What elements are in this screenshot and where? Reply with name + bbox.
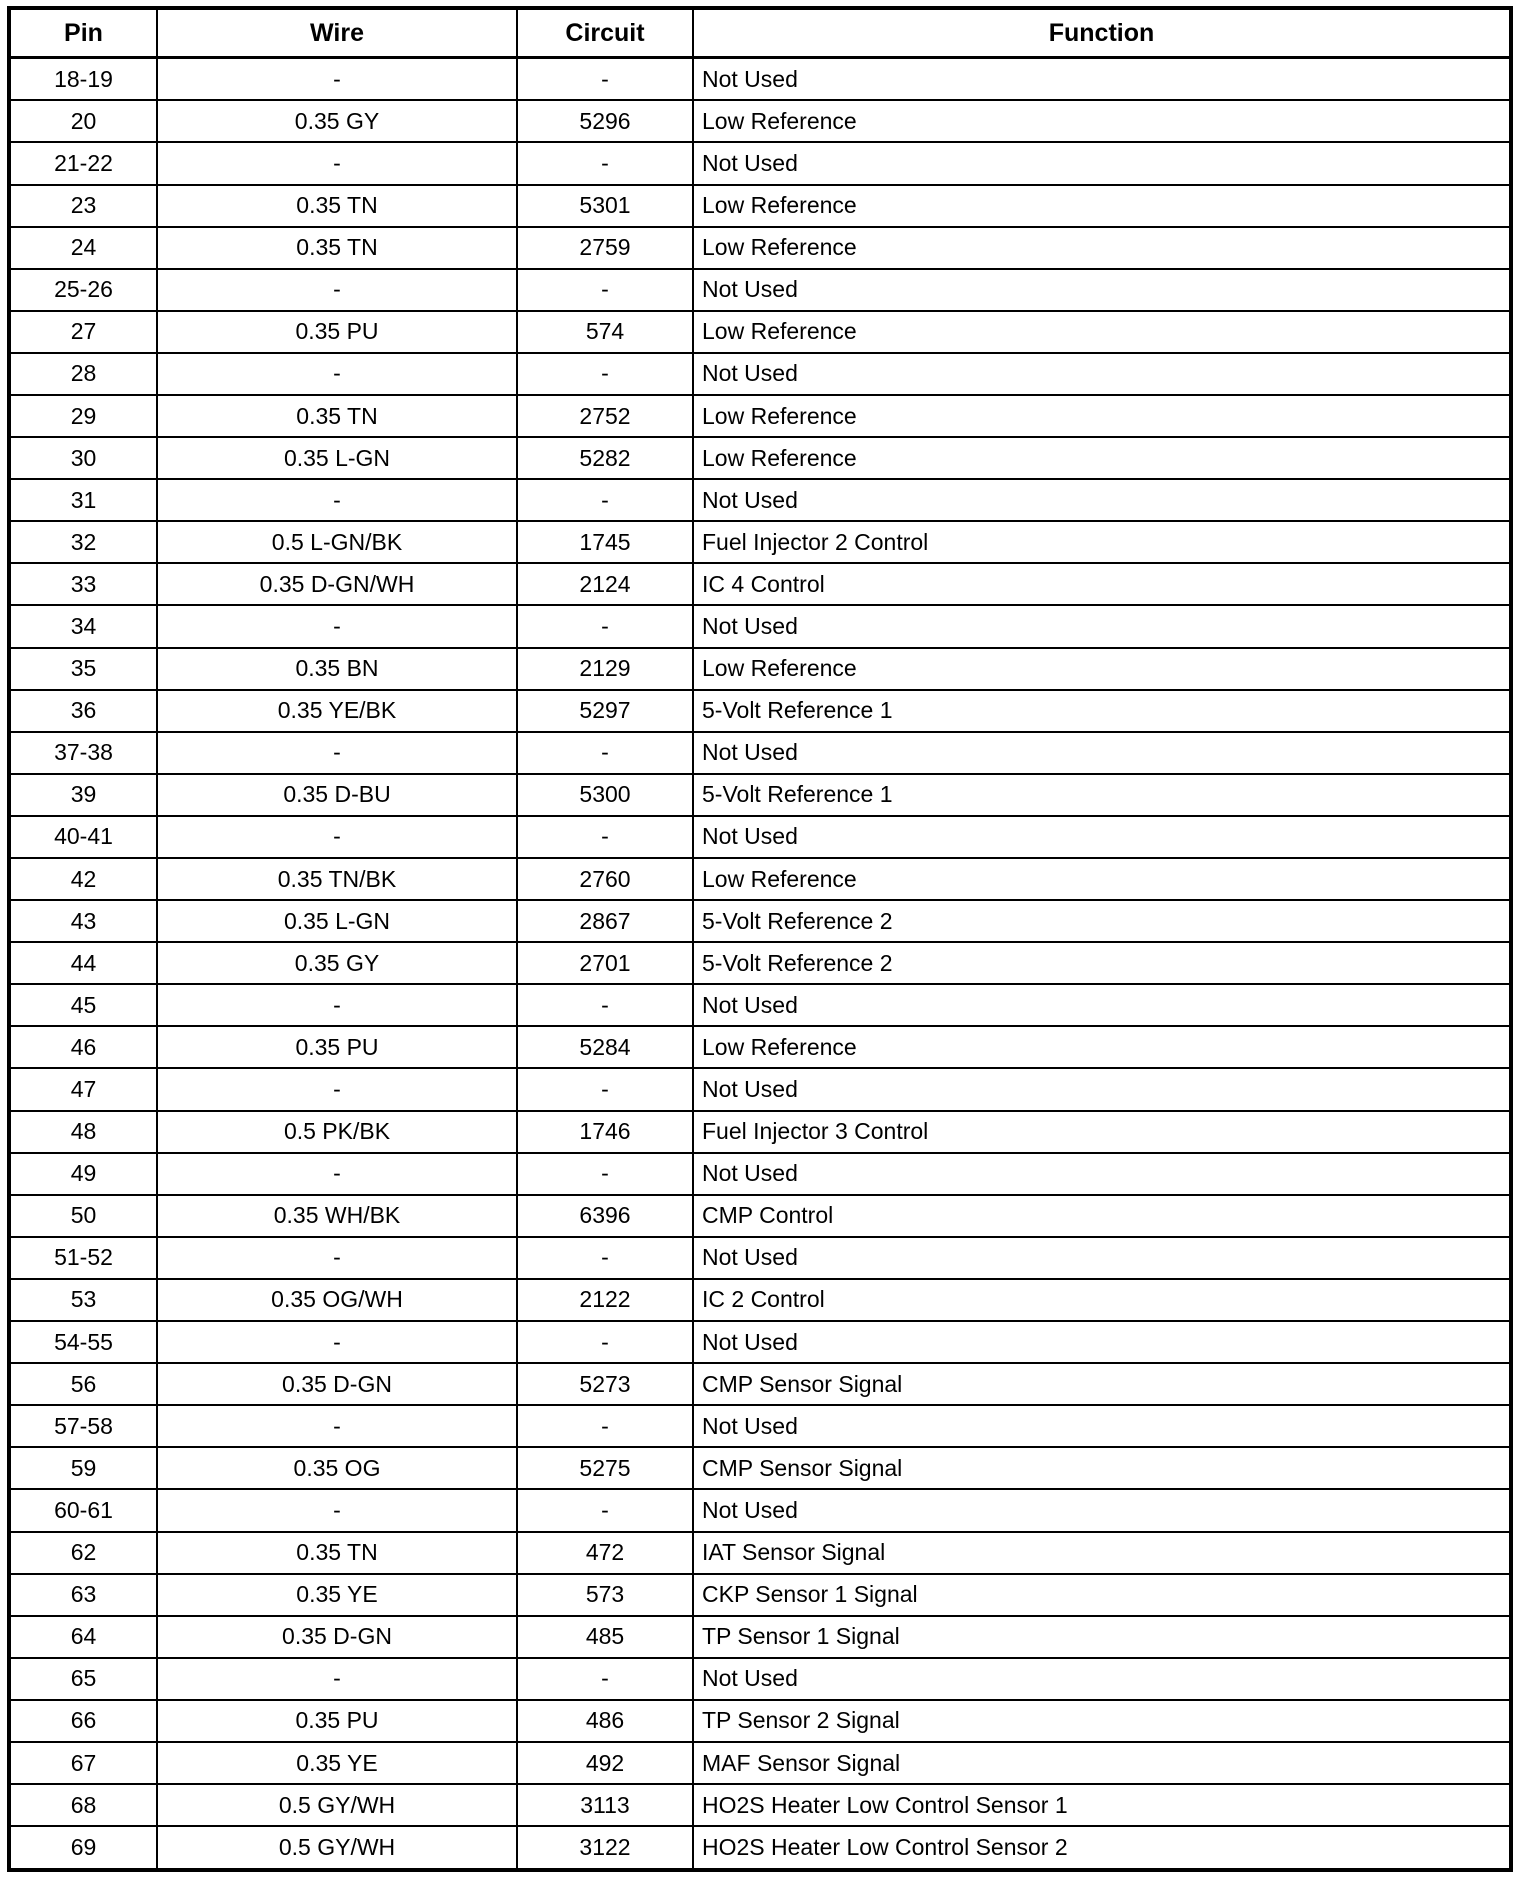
connector-pinout-table — [7, 6, 1513, 1872]
cell-function: Low Reference — [693, 227, 1511, 269]
table-row — [9, 142, 1511, 184]
cell-function: TP Sensor 1 Signal — [693, 1616, 1511, 1658]
table-row — [9, 1026, 1511, 1068]
cell-circuit: - — [517, 1237, 693, 1279]
cell-wire: 0.35 TN — [157, 395, 517, 437]
table-header — [9, 8, 1511, 58]
cell-circuit: 472 — [517, 1532, 693, 1574]
column-header-circuit: Circuit — [517, 8, 693, 58]
table-row — [9, 816, 1511, 858]
table-row — [9, 690, 1511, 732]
cell-pin: 51-52 — [9, 1237, 157, 1279]
cell-function: Fuel Injector 3 Control — [693, 1111, 1511, 1153]
cell-pin: 36 — [9, 690, 157, 732]
cell-function: Not Used — [693, 1068, 1511, 1110]
cell-circuit: 5301 — [517, 185, 693, 227]
cell-wire: 0.35 YE/BK — [157, 690, 517, 732]
cell-circuit: 2752 — [517, 395, 693, 437]
table-row — [9, 1195, 1511, 1237]
cell-function: Low Reference — [693, 185, 1511, 227]
cell-function: Not Used — [693, 58, 1511, 101]
cell-function: IC 4 Control — [693, 563, 1511, 605]
cell-wire: - — [157, 1153, 517, 1195]
table-row — [9, 1784, 1511, 1826]
cell-pin: 44 — [9, 942, 157, 984]
cell-circuit: 485 — [517, 1616, 693, 1658]
cell-wire: - — [157, 605, 517, 647]
table-row — [9, 858, 1511, 900]
cell-pin: 53 — [9, 1279, 157, 1321]
cell-wire: 0.5 PK/BK — [157, 1111, 517, 1153]
cell-pin: 20 — [9, 100, 157, 142]
cell-pin: 30 — [9, 437, 157, 479]
cell-circuit: 573 — [517, 1574, 693, 1616]
cell-function: CMP Sensor Signal — [693, 1447, 1511, 1489]
cell-circuit: - — [517, 479, 693, 521]
cell-pin: 23 — [9, 185, 157, 227]
table-row — [9, 1532, 1511, 1574]
cell-wire: 0.35 WH/BK — [157, 1195, 517, 1237]
cell-pin: 66 — [9, 1700, 157, 1742]
cell-pin: 25-26 — [9, 269, 157, 311]
cell-function: CMP Sensor Signal — [693, 1363, 1511, 1405]
cell-pin: 46 — [9, 1026, 157, 1068]
cell-pin: 65 — [9, 1658, 157, 1700]
table-row — [9, 900, 1511, 942]
cell-wire: - — [157, 1068, 517, 1110]
cell-circuit: 2124 — [517, 563, 693, 605]
cell-wire: - — [157, 1321, 517, 1363]
column-header-function: Function — [693, 8, 1511, 58]
cell-wire: 0.35 D-GN/WH — [157, 563, 517, 605]
table-row — [9, 269, 1511, 311]
cell-wire: - — [157, 1405, 517, 1447]
cell-circuit: 5300 — [517, 774, 693, 816]
cell-function: CMP Control — [693, 1195, 1511, 1237]
cell-circuit: 486 — [517, 1700, 693, 1742]
cell-pin: 56 — [9, 1363, 157, 1405]
cell-pin: 40-41 — [9, 816, 157, 858]
cell-wire: 0.35 GY — [157, 100, 517, 142]
column-header-pin: Pin — [9, 8, 157, 58]
cell-wire: 0.35 TN/BK — [157, 858, 517, 900]
table-row — [9, 1616, 1511, 1658]
cell-wire: 0.35 BN — [157, 648, 517, 690]
cell-circuit: 1745 — [517, 521, 693, 563]
table-row — [9, 1447, 1511, 1489]
cell-pin: 28 — [9, 353, 157, 395]
cell-wire: 0.35 YE — [157, 1742, 517, 1784]
cell-function: Not Used — [693, 353, 1511, 395]
table-row — [9, 984, 1511, 1026]
cell-circuit: - — [517, 1489, 693, 1531]
cell-pin: 43 — [9, 900, 157, 942]
cell-wire: - — [157, 353, 517, 395]
cell-wire: 0.35 PU — [157, 1700, 517, 1742]
cell-circuit: - — [517, 732, 693, 774]
cell-wire: 0.35 PU — [157, 311, 517, 353]
cell-wire: 0.35 TN — [157, 185, 517, 227]
cell-pin: 31 — [9, 479, 157, 521]
cell-circuit: - — [517, 1321, 693, 1363]
cell-function: Low Reference — [693, 648, 1511, 690]
table-row — [9, 100, 1511, 142]
table-row — [9, 227, 1511, 269]
cell-circuit: 5296 — [517, 100, 693, 142]
cell-function: Not Used — [693, 1405, 1511, 1447]
cell-circuit: 6396 — [517, 1195, 693, 1237]
cell-function: HO2S Heater Low Control Sensor 2 — [693, 1826, 1511, 1870]
cell-circuit: - — [517, 353, 693, 395]
cell-circuit: 2122 — [517, 1279, 693, 1321]
cell-pin: 60-61 — [9, 1489, 157, 1531]
table-header-row — [9, 8, 1511, 58]
cell-wire: 0.35 TN — [157, 227, 517, 269]
cell-function: Low Reference — [693, 311, 1511, 353]
table-row — [9, 437, 1511, 479]
table-row — [9, 1068, 1511, 1110]
cell-circuit: - — [517, 1068, 693, 1110]
cell-circuit: 3113 — [517, 1784, 693, 1826]
cell-wire: 0.5 L-GN/BK — [157, 521, 517, 563]
pinout-table-body — [9, 58, 1511, 1871]
cell-wire: - — [157, 1489, 517, 1531]
cell-circuit: 5284 — [517, 1026, 693, 1068]
cell-pin: 35 — [9, 648, 157, 690]
table-row — [9, 1363, 1511, 1405]
cell-pin: 48 — [9, 1111, 157, 1153]
cell-wire: 0.35 L-GN — [157, 900, 517, 942]
table-row — [9, 942, 1511, 984]
table-row — [9, 563, 1511, 605]
table-row — [9, 1321, 1511, 1363]
cell-circuit: 574 — [517, 311, 693, 353]
cell-function: Not Used — [693, 1153, 1511, 1195]
cell-function: Not Used — [693, 984, 1511, 1026]
cell-circuit: 5282 — [517, 437, 693, 479]
cell-wire: - — [157, 269, 517, 311]
cell-function: Not Used — [693, 732, 1511, 774]
table-row — [9, 1153, 1511, 1195]
cell-pin: 49 — [9, 1153, 157, 1195]
cell-wire: 0.35 D-BU — [157, 774, 517, 816]
cell-circuit: 1746 — [517, 1111, 693, 1153]
table-row — [9, 479, 1511, 521]
table-row — [9, 1658, 1511, 1700]
table-row — [9, 185, 1511, 227]
cell-circuit: - — [517, 816, 693, 858]
cell-circuit: - — [517, 269, 693, 311]
table-row — [9, 732, 1511, 774]
table-row — [9, 1826, 1511, 1870]
cell-function: 5-Volt Reference 2 — [693, 942, 1511, 984]
cell-circuit: 5273 — [517, 1363, 693, 1405]
cell-wire: 0.35 PU — [157, 1026, 517, 1068]
table-row — [9, 1279, 1511, 1321]
cell-circuit: - — [517, 1658, 693, 1700]
cell-pin: 27 — [9, 311, 157, 353]
cell-pin: 68 — [9, 1784, 157, 1826]
cell-pin: 67 — [9, 1742, 157, 1784]
table-row — [9, 1489, 1511, 1531]
cell-wire: 0.35 YE — [157, 1574, 517, 1616]
cell-wire: - — [157, 732, 517, 774]
table-row — [9, 1405, 1511, 1447]
cell-function: MAF Sensor Signal — [693, 1742, 1511, 1784]
cell-pin: 69 — [9, 1826, 157, 1870]
table-row — [9, 1237, 1511, 1279]
cell-circuit: - — [517, 984, 693, 1026]
cell-wire: - — [157, 58, 517, 101]
cell-pin: 29 — [9, 395, 157, 437]
cell-wire: - — [157, 984, 517, 1026]
table-row — [9, 58, 1511, 101]
cell-pin: 63 — [9, 1574, 157, 1616]
table-row — [9, 311, 1511, 353]
column-header-wire: Wire — [157, 8, 517, 58]
cell-circuit: 492 — [517, 1742, 693, 1784]
cell-function: Not Used — [693, 269, 1511, 311]
cell-function: Not Used — [693, 479, 1511, 521]
cell-function: Fuel Injector 2 Control — [693, 521, 1511, 563]
cell-circuit: 2867 — [517, 900, 693, 942]
cell-pin: 54-55 — [9, 1321, 157, 1363]
cell-circuit: - — [517, 58, 693, 101]
cell-wire: 0.35 L-GN — [157, 437, 517, 479]
cell-pin: 47 — [9, 1068, 157, 1110]
cell-wire: - — [157, 816, 517, 858]
cell-circuit: 2760 — [517, 858, 693, 900]
cell-wire: 0.35 D-GN — [157, 1363, 517, 1405]
cell-pin: 37-38 — [9, 732, 157, 774]
cell-pin: 32 — [9, 521, 157, 563]
cell-wire: 0.5 GY/WH — [157, 1784, 517, 1826]
table-row — [9, 774, 1511, 816]
cell-function: Low Reference — [693, 1026, 1511, 1068]
table-row — [9, 395, 1511, 437]
table-row — [9, 353, 1511, 395]
cell-wire: 0.35 OG — [157, 1447, 517, 1489]
cell-wire: 0.35 D-GN — [157, 1616, 517, 1658]
cell-circuit: 3122 — [517, 1826, 693, 1870]
table-row — [9, 1742, 1511, 1784]
cell-function: Not Used — [693, 816, 1511, 858]
cell-circuit: - — [517, 605, 693, 647]
cell-pin: 57-58 — [9, 1405, 157, 1447]
cell-wire: 0.35 OG/WH — [157, 1279, 517, 1321]
cell-pin: 50 — [9, 1195, 157, 1237]
cell-function: CKP Sensor 1 Signal — [693, 1574, 1511, 1616]
cell-wire: - — [157, 142, 517, 184]
table-row — [9, 1574, 1511, 1616]
cell-pin: 34 — [9, 605, 157, 647]
cell-circuit: 2701 — [517, 942, 693, 984]
cell-wire: 0.35 GY — [157, 942, 517, 984]
cell-circuit: - — [517, 142, 693, 184]
cell-function: Not Used — [693, 1658, 1511, 1700]
cell-circuit: - — [517, 1153, 693, 1195]
cell-wire: - — [157, 1658, 517, 1700]
cell-circuit: 5297 — [517, 690, 693, 732]
cell-circuit: 5275 — [517, 1447, 693, 1489]
cell-function: IAT Sensor Signal — [693, 1532, 1511, 1574]
cell-wire: - — [157, 1237, 517, 1279]
cell-function: Not Used — [693, 605, 1511, 647]
cell-circuit: 2129 — [517, 648, 693, 690]
cell-circuit: - — [517, 1405, 693, 1447]
cell-wire: - — [157, 479, 517, 521]
cell-pin: 62 — [9, 1532, 157, 1574]
table-row — [9, 1700, 1511, 1742]
cell-pin: 18-19 — [9, 58, 157, 101]
cell-pin: 59 — [9, 1447, 157, 1489]
cell-function: IC 2 Control — [693, 1279, 1511, 1321]
cell-function: 5-Volt Reference 1 — [693, 774, 1511, 816]
cell-pin: 33 — [9, 563, 157, 605]
cell-wire: 0.5 GY/WH — [157, 1826, 517, 1870]
cell-function: Low Reference — [693, 100, 1511, 142]
cell-circuit: 2759 — [517, 227, 693, 269]
cell-pin: 21-22 — [9, 142, 157, 184]
cell-function: Low Reference — [693, 395, 1511, 437]
table-row — [9, 521, 1511, 563]
cell-function: 5-Volt Reference 2 — [693, 900, 1511, 942]
cell-function: Not Used — [693, 1321, 1511, 1363]
cell-function: TP Sensor 2 Signal — [693, 1700, 1511, 1742]
cell-function: 5-Volt Reference 1 — [693, 690, 1511, 732]
cell-pin: 24 — [9, 227, 157, 269]
cell-pin: 39 — [9, 774, 157, 816]
cell-function: Not Used — [693, 1237, 1511, 1279]
cell-wire: 0.35 TN — [157, 1532, 517, 1574]
table-row — [9, 1111, 1511, 1153]
cell-function: Not Used — [693, 1489, 1511, 1531]
cell-pin: 42 — [9, 858, 157, 900]
cell-function: HO2S Heater Low Control Sensor 1 — [693, 1784, 1511, 1826]
cell-function: Low Reference — [693, 858, 1511, 900]
table-row — [9, 648, 1511, 690]
cell-pin: 64 — [9, 1616, 157, 1658]
cell-pin: 45 — [9, 984, 157, 1026]
table-row — [9, 605, 1511, 647]
cell-function: Not Used — [693, 142, 1511, 184]
cell-function: Low Reference — [693, 437, 1511, 479]
